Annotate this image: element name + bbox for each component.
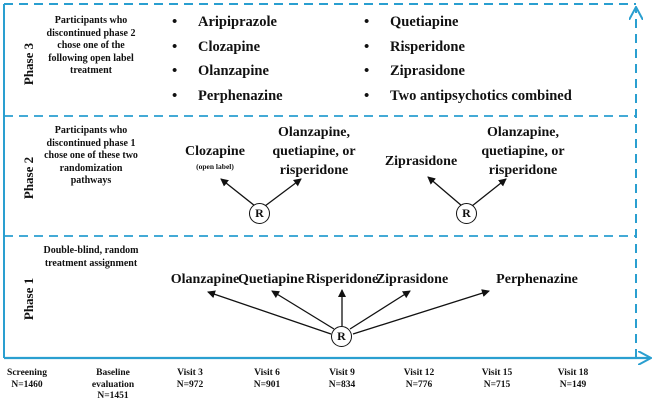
- phase-3-label: Phase 3: [21, 42, 36, 86]
- arrow-p2a-left: [221, 179, 255, 206]
- arrow-p2a-right: [265, 179, 301, 206]
- phase-2-label: Phase 2: [21, 156, 36, 200]
- timeline-label: Visit 9: [329, 368, 355, 378]
- timeline-label: Visit 18: [557, 368, 589, 378]
- timeline-label: Visit 3: [177, 368, 203, 378]
- phase-2-description: Participants who discontinued phase 1 chose one of these two randomization pathways: [44, 125, 138, 186]
- phase-3-drug: • Risperidone: [364, 35, 572, 60]
- phase-3-drug: • Aripiprazole: [172, 10, 283, 35]
- phase-3-right-list: [364, 10, 572, 108]
- timeline-label: Visit 6: [254, 368, 280, 378]
- p2-pathway2-randomization-node: R: [456, 203, 477, 224]
- p2-pathway1-right-drugs: Olanzapine, quetiapine, or risperidone: [272, 125, 356, 178]
- phase-3-left-list: [172, 10, 283, 108]
- timeline-visit-12: [404, 368, 435, 391]
- timeline-n: N=715: [483, 379, 511, 390]
- timeline-label: Baseline evaluation: [91, 368, 135, 390]
- timeline-n: N=834: [328, 379, 356, 390]
- phase-3-drug: • Two antipsychotics combined: [364, 84, 572, 109]
- p2-pathway2-left-drug: Ziprasidone: [384, 154, 458, 169]
- p2-pathway1-left-note: (open label): [196, 162, 234, 171]
- phase-3-drug: • Perphenazine: [172, 84, 283, 109]
- p2-pathway2-right-drugs: Olanzapine, quetiapine, or risperidone: [481, 125, 565, 178]
- timeline-visit-15: [482, 368, 513, 391]
- phase-3-description: Participants who discontinued phase 2 chose one of the following open label treatment: [46, 15, 136, 76]
- timeline-label: Screening: [7, 368, 47, 378]
- p1-treatment-ziprasidone: Ziprasidone: [375, 272, 449, 287]
- arrow-p1-ziprasidone: [350, 291, 410, 329]
- p1-treatment-olanzapine: Olanzapine: [170, 272, 240, 287]
- timeline-n: N=776: [405, 379, 433, 390]
- timeline-n: N=1460: [11, 379, 43, 390]
- timeline-visit-6: [254, 368, 281, 391]
- phase-3-drug: • Quetiapine: [364, 10, 572, 35]
- p1-treatment-perphenazine: Perphenazine: [496, 272, 578, 287]
- arrow-p1-olanzapine: [208, 292, 331, 334]
- arrow-p2b-left: [428, 177, 462, 206]
- timeline-n: N=901: [253, 379, 281, 390]
- timeline-label: Visit 12: [403, 368, 435, 378]
- timeline-n: N=1451: [97, 391, 129, 401]
- phase-1-label: Phase 1: [21, 277, 36, 321]
- p1-treatment-risperidone: Risperidone: [305, 272, 379, 287]
- arrow-p2b-right: [472, 179, 506, 206]
- arrow-p1-perphenazine: [353, 291, 489, 334]
- phase-3-drug: • Olanzapine: [172, 59, 283, 84]
- timeline-visit-3: [177, 368, 204, 391]
- p2-pathway1-left-drug: Clozapine: [185, 144, 245, 159]
- timeline-n: N=149: [559, 379, 587, 390]
- phase-1-description: Double-blind, random treatment assignment: [43, 245, 139, 269]
- timeline-n: N=972: [176, 379, 204, 390]
- timeline-visit-9: [329, 368, 356, 391]
- p2-pathway1-randomization-node: R: [249, 203, 270, 224]
- timeline-label: Visit 15: [481, 368, 513, 378]
- arrow-p1-quetiapine: [272, 291, 334, 329]
- p1-treatment-quetiapine: Quetiapine: [237, 272, 305, 287]
- phase-3-drug: • Clozapine: [172, 35, 283, 60]
- timeline-baseline: [78, 368, 148, 403]
- timeline-screening: [7, 368, 47, 391]
- phase-3-drug: • Ziprasidone: [364, 59, 572, 84]
- timeline-visit-18: [558, 368, 589, 391]
- p1-randomization-node: R: [331, 326, 352, 347]
